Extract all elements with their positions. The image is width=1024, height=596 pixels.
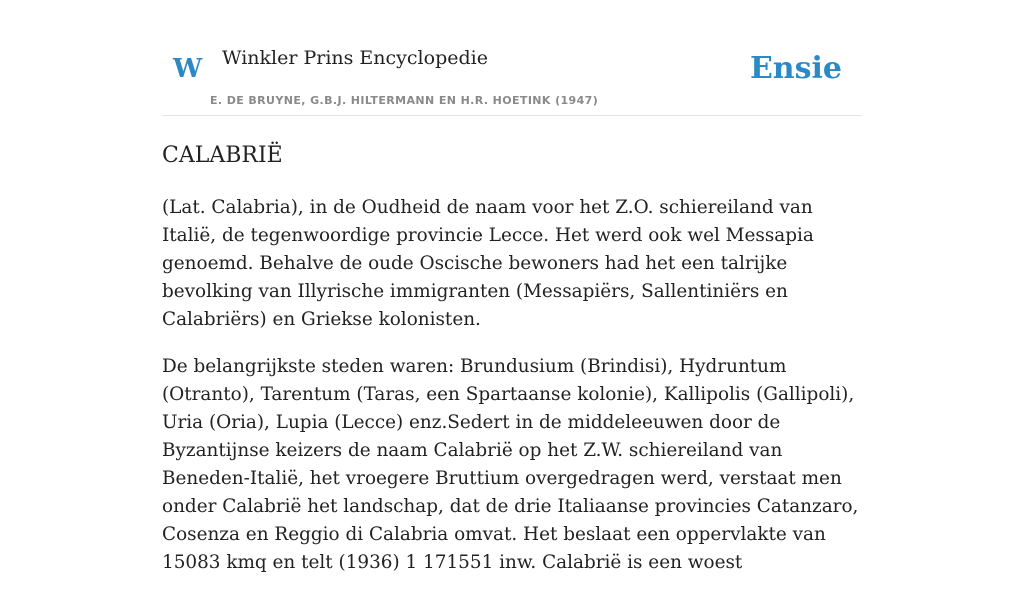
article-title: CALABRIË <box>162 143 283 168</box>
winkler-prins-logo[interactable]: W <box>173 54 203 84</box>
content-container <box>162 0 862 596</box>
site-header <box>162 0 862 116</box>
ensie-logo-link[interactable]: Ensie <box>749 51 842 86</box>
authors-line: E. DE BRUYNE, G.B.J. HILTERMANN EN H.R. HOETINK (1947) <box>210 94 599 107</box>
article-paragraph-2: De belangrijkste steden waren: Brundusium (Brindisi), Hydruntum (Otranto), Tarentum (Taras, een Spartaanse kolonie), Kallipolis (Gallipoli), Uria (Oria), Lupia (Lecce) enz.Sedert in de middeleeuwen door de Byzantijnse keizers de naam Calabrië op het Z.W. schiereiland van Beneden-Italië, het vroegere Bruttium overgedragen werd, verstaat men onder Calabrië het landschap, dat de drie Italiaanse provincies Catanzaro, Cosenza en Reggio di Calabria omvat. Het beslaat een oppervlakte van 15083 kmq en telt (1936) 1 171551 inw. Calabrië is een woest <box>162 356 859 573</box>
article-body <box>162 194 862 577</box>
article-paragraph-1: (Lat. Calabria), in de Oudheid de naam voor het Z.O. schiereiland van Italië, de tegenwoordige provincie Lecce. Het werd ook wel Messapia genoemd. Behalve de oude Oscische bewoners had het een talrijke bevolking van Illyrische immigranten (Messapiërs, Sallentiniërs en Calabriërs) en Griekse kolonisten. <box>162 197 814 330</box>
site-title[interactable]: Winkler Prins Encyclopedie <box>222 47 488 69</box>
